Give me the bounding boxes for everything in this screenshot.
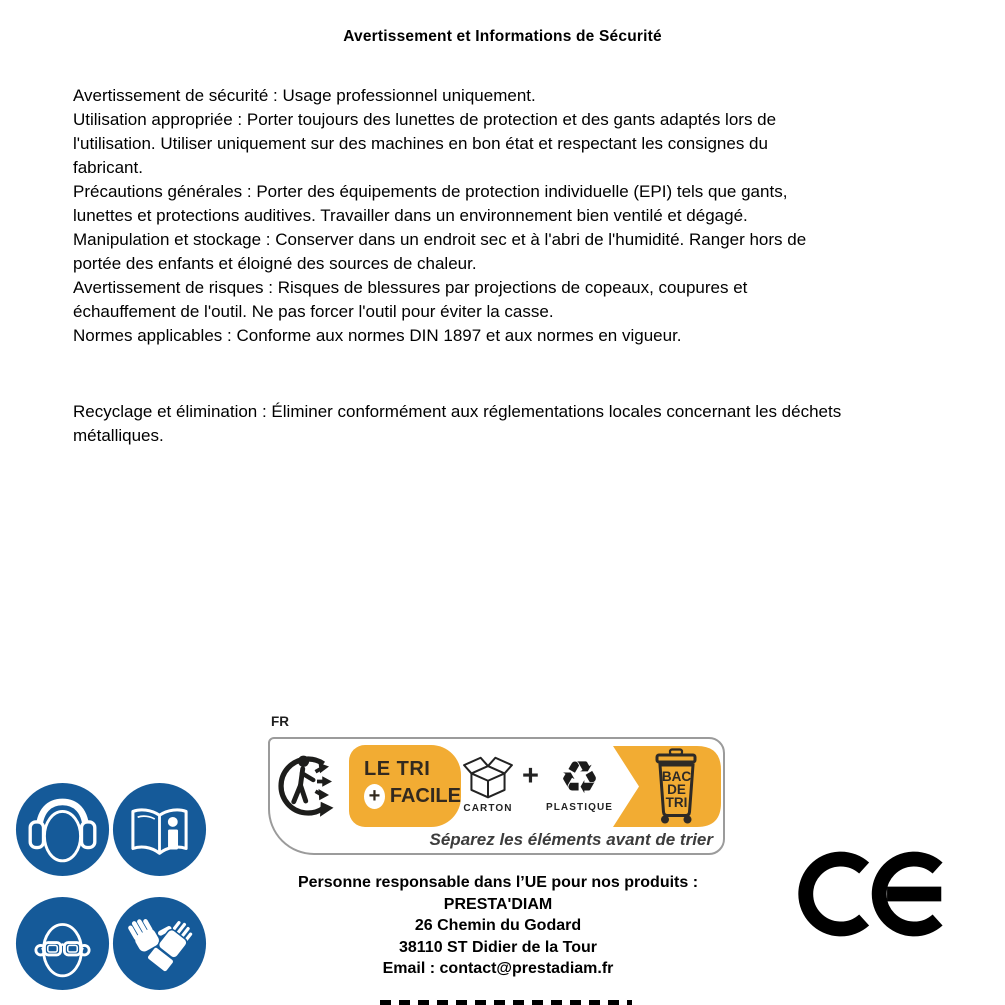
material-plastique (545, 751, 614, 813)
recycling-text-line: métalliques. (73, 426, 164, 445)
recycling-paragraph (73, 400, 988, 448)
wear-protective-gloves-icon (112, 896, 207, 991)
safety-text-line: l'utilisation. Utiliser uniquement sur des machines en bon état et respectant les consignes du (73, 134, 768, 153)
safety-text-line: Utilisation appropriée : Porter toujours des lunettes de protection et des gants adaptés lors de (73, 110, 777, 129)
responsible-line: 26 Chemin du Godard (414, 917, 582, 934)
plastique-label: PLASTIQUE (545, 802, 614, 813)
recycling-text-line: Recyclage et élimination : Éliminer conformément aux réglementations locales concernant les déchets (73, 402, 842, 421)
safety-text-line: fabricant. (73, 158, 143, 177)
wear-eye-protection-icon (15, 896, 110, 991)
safety-text-line: Précautions générales : Porter des équipements de protection individuelle (EPI) tels que gants, (73, 182, 788, 201)
safety-paragraphs (73, 84, 988, 348)
bin-text-bac: BAC (661, 768, 692, 784)
le-tri-facile-banner (349, 745, 461, 827)
ce-marking-icon (797, 846, 957, 942)
sorting-label-band (274, 745, 721, 827)
sorting-tagline: Séparez les éléments avant de trier (429, 830, 713, 849)
plus-sign: + (522, 759, 539, 792)
safety-text-line: Avertissement de risques : Risques de blessures par projections de copeaux, coupures et (73, 278, 748, 297)
responsible-line: Personne responsable dans l’UE pour nos produits : (297, 874, 699, 891)
materials-zone (461, 751, 614, 814)
safety-text-block (73, 84, 988, 448)
banner-text-facile: FACILE (389, 785, 461, 807)
safety-text-line: Avertissement de sécurité : Usage professionnel uniquement. (73, 86, 536, 105)
eu-responsible-block (248, 872, 748, 980)
safety-text-line: Normes applicables : Conforme aux normes DIN 1897 et aux normes en vigueur. (73, 326, 682, 345)
responsible-line: PRESTA'DIAM (443, 895, 553, 913)
wear-ear-protection-icon (15, 782, 110, 877)
page-title: Avertissement et Informations de Sécurité (343, 28, 662, 45)
fr-country-label: FR (271, 714, 289, 729)
carton-box-icon (461, 755, 515, 801)
recycle-triangle-icon: ♻ (559, 751, 600, 804)
material-carton (461, 755, 515, 814)
cropped-text-artifact (380, 1000, 632, 1005)
safety-text-line: échauffement de l'outil. Ne pas forcer l'outil pour éviter la casse. (73, 302, 554, 321)
paragraph-gap (73, 348, 988, 400)
plus-circle-icon: + (364, 784, 385, 809)
bac-de-tri-chevron (613, 746, 721, 827)
safety-text-line: Manipulation et stockage : Conserver dans un endroit sec et à l'abri de l'humidité. Ranger hors de (73, 230, 807, 249)
triman-icon (278, 748, 344, 824)
carton-label: CARTON (463, 802, 513, 814)
bin-text-de: DE (667, 781, 686, 797)
recycling-sorting-label (268, 737, 725, 855)
safety-text-line: portée des enfants et éloigné des sources de chaleur. (73, 254, 477, 273)
responsible-line: 38110 ST Didier de la Tour (399, 938, 597, 956)
responsible-line: Email : contact@prestadiam.fr (382, 960, 614, 977)
bin-text-tri: TRI (665, 794, 688, 810)
read-instruction-manual-icon (112, 782, 207, 877)
safety-text-line: lunettes et protections auditives. Travailler dans un environnement bien ventilé et dégagé. (73, 206, 748, 225)
banner-text-le-tri: LE TRI (364, 758, 431, 780)
